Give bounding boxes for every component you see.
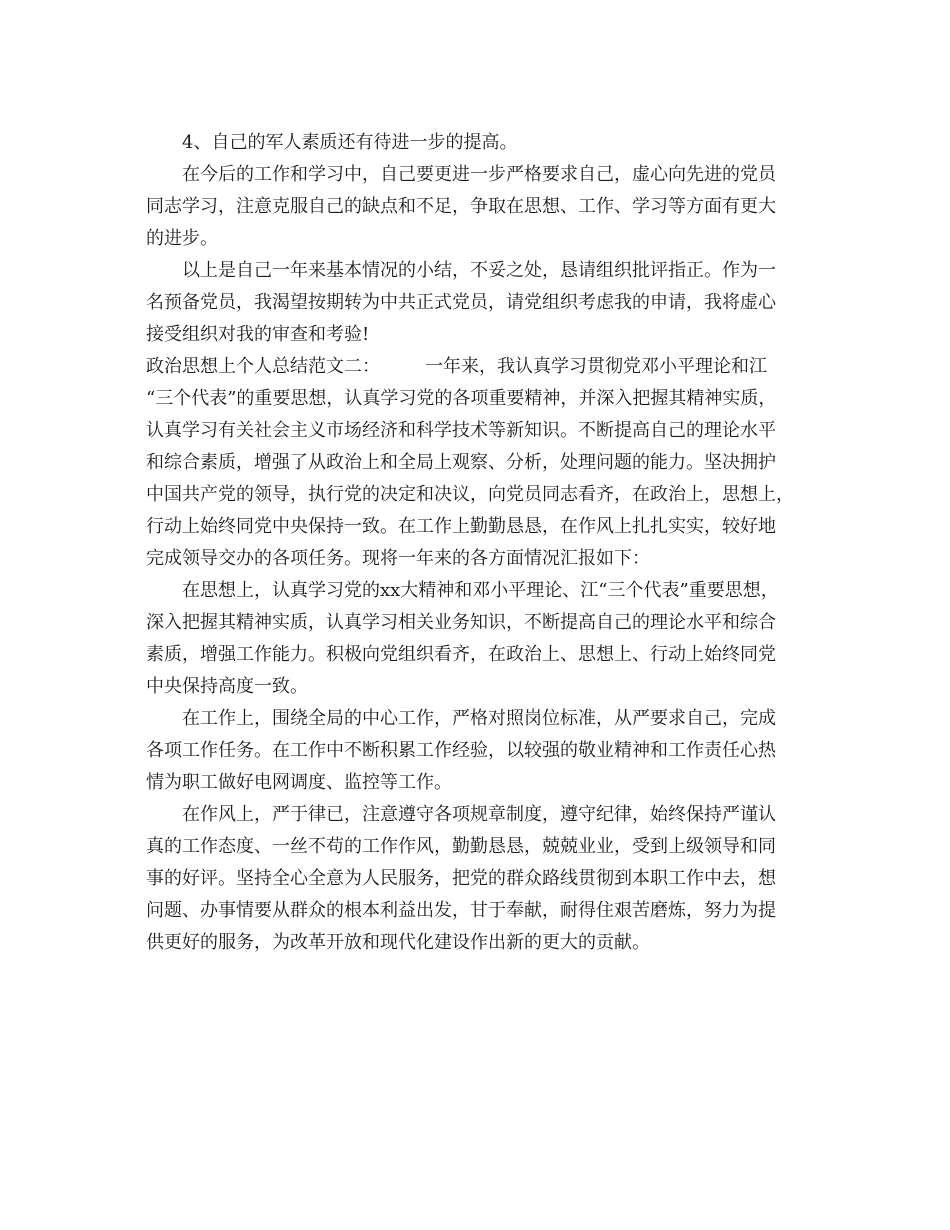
text-line: 真的工作态度、一丝不苟的工作作风，勤勤恳恳，兢兢业业，受到上级领导和同 bbox=[146, 836, 776, 857]
text-line: 深入把握其精神实质，认真学习相关业务知识，不断提高自己的理论水平和综合 bbox=[146, 612, 776, 633]
text-line: 认真学习有关社会主义市场经济和科学技术等新知识。不断提高自己的理论水平 bbox=[146, 420, 776, 441]
text-line: 的进步。 bbox=[146, 228, 218, 249]
text-line: 接受组织对我的审查和考验! bbox=[146, 324, 370, 345]
text-line: 名预备党员，我渴望按期转为中共正式党员，请党组织考虑我的申请，我将虚心 bbox=[146, 292, 776, 313]
section-heading-line: 政治思想上个人总结范文二： 一年来，我认真学习贯彻党邓小平理论和江 bbox=[146, 356, 767, 377]
text-line: 供更好的服务，为改革开放和现代化建设作出新的更大的贡献。 bbox=[146, 932, 650, 953]
text-line: 各项工作任务。在工作中不断积累工作经验，以较强的敬业精神和工作责任心热 bbox=[146, 740, 776, 761]
text-line: 在思想上，认真学习党的xx大精神和邓小平理论、江“三个代表”重要思想， bbox=[182, 580, 779, 601]
text-line: “三个代表”的重要思想，认真学习党的各项重要精神，并深入把握其精神实质， bbox=[146, 388, 777, 409]
text-line: 和综合素质，增强了从政治上和全局上观察、分析，处理问题的能力。坚决拥护 bbox=[146, 452, 776, 473]
text-line: 4、自己的军人素质还有待进一步的提高。 bbox=[182, 132, 518, 153]
text-line: 行动上始终同党中央保持一致。在工作上勤勤恳恳，在作风上扎扎实实，较好地 bbox=[146, 516, 776, 537]
document-body bbox=[146, 127, 826, 959]
text-line: 以上是自己一年来基本情况的小结，不妥之处，恳请组织批评指正。作为一 bbox=[182, 260, 776, 281]
text-line: 同志学习，注意克服自己的缺点和不足，争取在思想、工作、学习等方面有更大 bbox=[146, 196, 776, 217]
text-line: 情为职工做好电网调度、监控等工作。 bbox=[146, 772, 452, 793]
text-line: 在工作上，围绕全局的中心工作，严格对照岗位标准，从严要求自己，完成 bbox=[182, 708, 776, 729]
text-line: 事的好评。坚持全心全意为人民服务，把党的群众路线贯彻到本职工作中去，想 bbox=[146, 868, 776, 889]
text-line: 在今后的工作和学习中，自己要更进一步严格要求自己，虚心向先进的党员 bbox=[182, 164, 776, 185]
text-line: 完成领导交办的各项任务。现将一年来的各方面情况汇报如下： bbox=[146, 548, 650, 569]
text-line: 素质，增强工作能力。积极向党组织看齐，在政治上、思想上、行动上始终同党 bbox=[146, 644, 776, 665]
text-line: 中国共产党的领导，执行党的决定和决议，向党员同志看齐，在政治上，思想上， bbox=[146, 484, 794, 505]
text-line: 问题、办事情要从群众的根本利益出发，甘于奉献，耐得住艰苦磨炼，努力为提 bbox=[146, 900, 776, 921]
text-line: 在作风上，严于律已，注意遵守各项规章制度，遵守纪律，始终保持严谨认 bbox=[182, 804, 776, 825]
text-line: 中央保持高度一致。 bbox=[146, 676, 308, 697]
